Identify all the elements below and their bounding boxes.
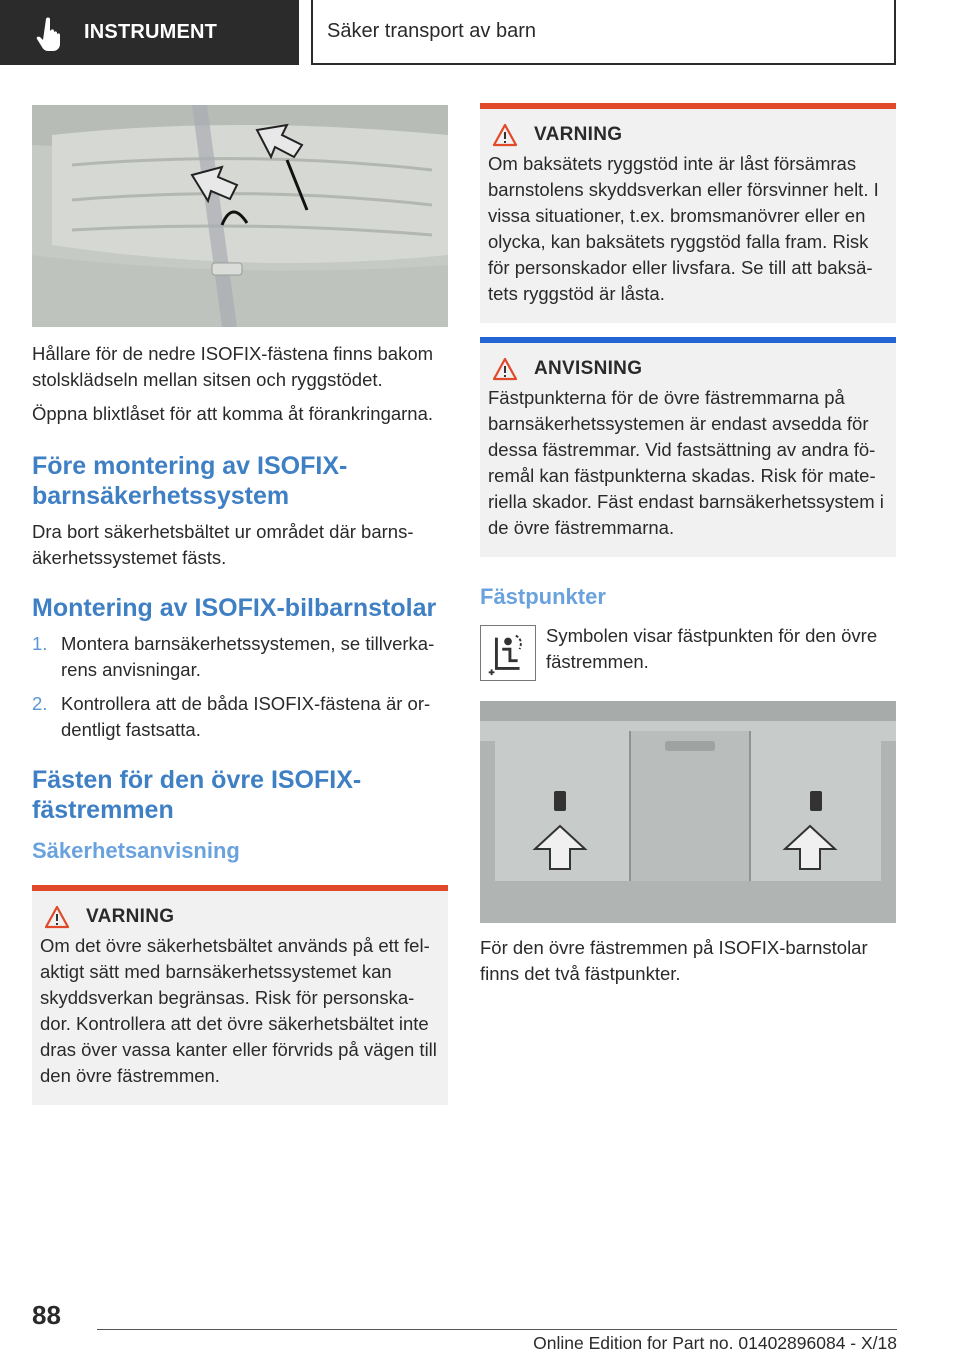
heading-mounting: Montering av ISOFIX-bilbarnstolar [32, 594, 437, 622]
photo-caption-2: Öppna blixtlåset för att komma åt förankringarna. [32, 403, 434, 424]
step-number: 1. [32, 633, 48, 654]
page-number: 88 [32, 1300, 61, 1330]
mounting-steps [32, 631, 448, 743]
step-text: Kontrollera att de båda ISOFIX-fästena är or-dentligt fastsatta. [61, 693, 431, 740]
notice-title: ANVISNING [534, 358, 643, 379]
warning-box-right [480, 103, 896, 323]
left-column [32, 105, 448, 1105]
section-tab [0, 0, 299, 65]
warning-text: Om baksätets ryggstöd inte är låst försämras barnstolens skyddsverkan eller försvinner helt. I vissa situationer, t.ex. bromsmanövrer eller en olycka, kan baksätets ryggstöd falla fram. Risk för personskador eller livsfara. Se till att baksä-tets ryggstöd är låsta. [488, 153, 879, 304]
heading-upper-anchors: Fästen för den övre ISOFIX-fästremmen [32, 766, 362, 824]
warning-text: Om det övre säkerhetsbältet används på ett fel-aktigt sätt med barnsäkerhetssystemet kan skyddsverkan begränsas. Risk för personska-dor. Kontrollera att det övre säkerhetsbältet inte dras över vassa kanter eller förvrids på vägen till den övre fästremmen. [40, 935, 437, 1086]
symbol-row [480, 623, 896, 681]
step-text: Montera barnsäkerhetssystemen, se tillverka-rens anvisningar. [61, 633, 435, 680]
heading-before-mounting: Före montering av ISOFIX-barnsäkerhetssystem [32, 452, 348, 510]
footer-divider [97, 1329, 897, 1330]
right-column [480, 103, 896, 987]
list-item [32, 691, 448, 743]
hand-pointer-icon [30, 13, 70, 53]
warning-box-left [32, 885, 448, 1105]
subheading-anchor-points: Fästpunkter [480, 584, 606, 609]
anchor-photo-caption: För den övre fästremmen på ISOFIX-barnstolar finns det två fästpunkter. [480, 937, 868, 984]
warning-title: VARNING [86, 906, 175, 927]
subheading-safety: Säkerhetsanvisning [32, 838, 240, 863]
symbol-description: Symbolen visar fästpunkten för den övre fästremmen. [546, 625, 878, 672]
step-number: 2. [32, 693, 48, 714]
warning-triangle-icon [492, 123, 518, 147]
list-item [32, 631, 448, 683]
rear-seat-isofix-photo [32, 105, 448, 327]
photo-caption-1: Hållare för de nedre ISOFIX-fästena finns bakom stolsklädseln mellan sitsen och ryggstödet. [32, 343, 434, 390]
warning-title: VARNING [534, 124, 623, 145]
edition-info: Online Edition for Part no. 01402896084 - X/18 [533, 1333, 897, 1353]
anchor-points-photo [480, 701, 896, 923]
chapter-header [311, 0, 896, 65]
notice-triangle-icon [492, 357, 518, 381]
child-seat-anchor-icon [480, 625, 536, 681]
chapter-title: Säker transport av barn [327, 20, 536, 42]
notice-text: Fästpunkterna för de övre fästremmarna på barnsäkerhetssystemen är endast avsedda för dessa fästremmar. Vid fastsättning av andra fö-remål kan fästpunkterna skadas. Risk för mate-riella skador. Fäst endast barnsäkerhetssystem i de övre fästremmarna. [488, 387, 884, 538]
paragraph-before-mounting: Dra bort säkerhetsbältet ur området där barns-äkerhetssystemet fästs. [32, 521, 414, 568]
notice-box [480, 337, 896, 557]
warning-triangle-icon [44, 905, 70, 929]
section-title: INSTRUMENT [84, 21, 218, 43]
